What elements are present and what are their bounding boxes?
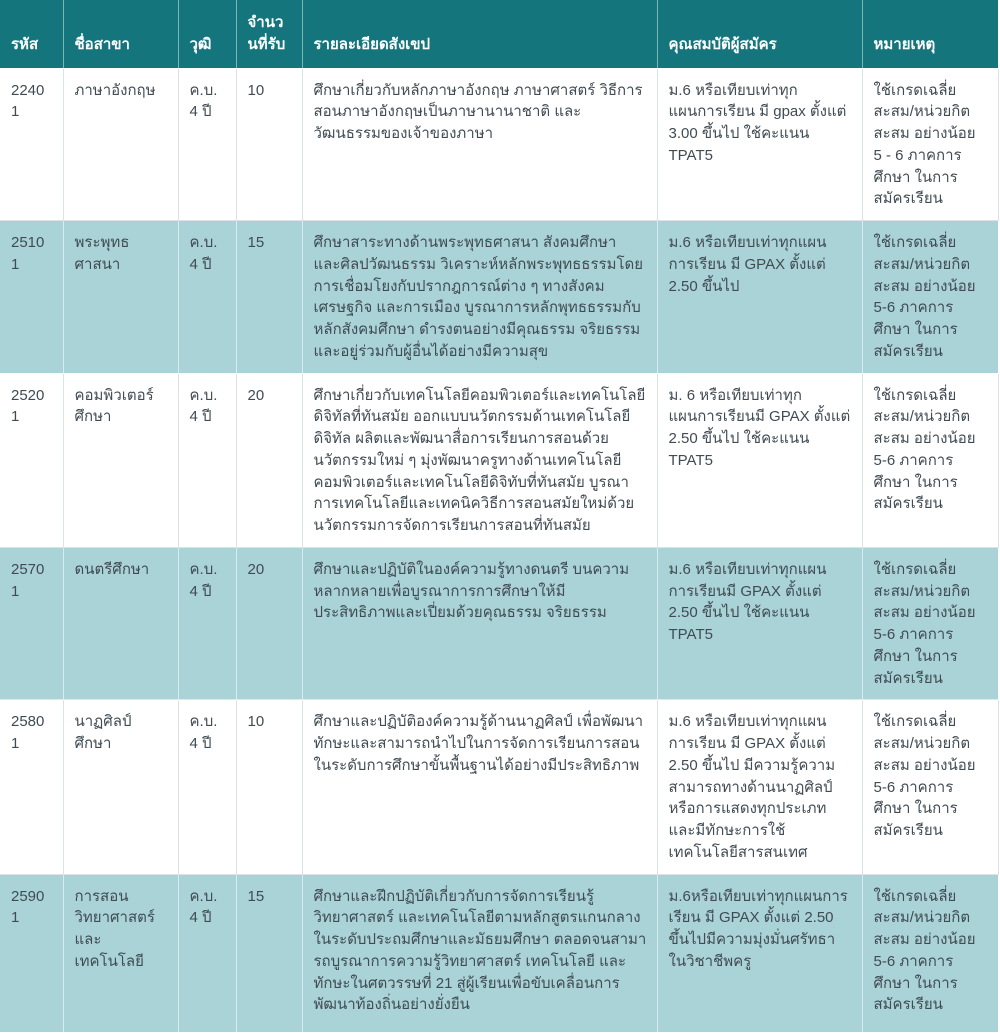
cell-code: 25701 bbox=[0, 547, 63, 700]
table-row bbox=[0, 373, 998, 547]
table-body bbox=[0, 68, 998, 1032]
cell-code: 25901 bbox=[0, 874, 63, 1032]
col-header-code: รหัส bbox=[0, 0, 63, 68]
cell-qualification: ม.6 หรือเทียบเท่าทุกแผนการเรียน มี gpax ตั้งแต่ 3.00 ขึ้นไป ใช้คะแนน TPAT5 bbox=[657, 68, 862, 221]
cell-code: 25801 bbox=[0, 700, 63, 874]
cell-qualification: ม.6 หรือเทียบเท่าทุกแผน การเรียน มี GPAX ตั้งแต่ 2.50 ขึ้นไป bbox=[657, 221, 862, 374]
cell-note: ใช้เกรดเฉลี่ยสะสม/หน่วยกิตสะสม อย่างน้อย 5-6 ภาคการศึกษา ในการสมัครเรียน bbox=[862, 874, 998, 1032]
table-row bbox=[0, 68, 998, 221]
header-row bbox=[0, 0, 998, 68]
cell-degree: ค.บ.4 ปี bbox=[178, 68, 236, 221]
cell-quota: 15 bbox=[236, 874, 302, 1032]
cell-note: ใช้เกรดเฉลี่ยสะสม/หน่วยกิตสะสม อย่างน้อย 5-6 ภาคการศึกษา ในการสมัครเรียน bbox=[862, 700, 998, 874]
cell-code: 25201 bbox=[0, 373, 63, 547]
cell-note: ใช้เกรดเฉลี่ยสะสม/หน่วยกิตสะสม อย่างน้อย 5-6 ภาคการศึกษา ในการสมัครเรียน bbox=[862, 547, 998, 700]
cell-details: ศึกษาสาระทางด้านพระพุทธศาสนา สังคมศึกษา และศิลปวัฒนธรรม วิเคราะห์หลักพระพุทธธรรมโดยการเชื่อมโยงกับปรากฎการณ์ต่าง ๆ ทางสังคม เศรษฐกิจ และการเมือง บูรณาการหลักพุทธธรรมกับหลักสังคมศึกษา ดำรงตนอย่างมีคุณธรรม จริยธรรม และอยู่ร่วมกับผู้อื่นได้อย่างมีความสุข bbox=[302, 221, 657, 374]
cell-code: 25101 bbox=[0, 221, 63, 374]
cell-name: ดนตรีศึกษา bbox=[63, 547, 178, 700]
cell-quota: 10 bbox=[236, 700, 302, 874]
cell-details: ศึกษาและปฏิบัติองค์ความรู้ด้านนาฏศิลป์ เพื่อพัฒนาทักษะและสามารถนำไปในการจัดการเรียนการสอนในระดับการศึกษาขั้นพื้นฐานได้อย่างมีประสิทธิภาพ bbox=[302, 700, 657, 874]
cell-degree: ค.บ.4 ปี bbox=[178, 700, 236, 874]
cell-qualification: ม.6 หรือเทียบเท่าทุกแผน การเรียนมี GPAX ตั้งแต่ 2.50 ขึ้นไป ใช้คะแนน TPAT5 bbox=[657, 547, 862, 700]
cell-name: การสอนวิทยาศาสตร์และเทคโนโลยี bbox=[63, 874, 178, 1032]
table-header bbox=[0, 0, 998, 68]
cell-details: ศึกษาเกี่ยวกับเทคโนโลยีคอมพิวเตอร์และเทคโนโลยีดิจิทัลที่ทันสมัย ออกแบบนวัตกรรมด้านเทคโนโลยีดิจิทัล ผลิตและพัฒนาสื่อการเรียนการสอนด้วยนวัตกรรมใหม่ ๆ มุ่งพัฒนาครูทางด้านเทคโนโลยีคอมพิวเตอร์และเทคโนโลยีดิจิทับที่ทันสมัย บูรณาการเทคโนโลยีและเทคนิควิธีการสอนสมัยใหม่ด้วยนวัตกรรมการจัดการเรียนการสอนที่ทันสมัย bbox=[302, 373, 657, 547]
table-row bbox=[0, 221, 998, 374]
cell-qualification: ม.6 หรือเทียบเท่าทุกแผน การเรียน มี GPAX ตั้งแต่ 2.50 ขึ้นไป มีความรู้ความสามารถทางด้านนาฏศิลป์หรือการแสดงทุกประเภทและมีทักษะการใช้เทคโนโลยีสารสนเทศ bbox=[657, 700, 862, 874]
cell-note: ใช้เกรดเฉลี่ยสะสม/หน่วยกิตสะสม อย่างน้อย 5-6 ภาคการศึกษา ในการสมัครเรียน bbox=[862, 373, 998, 547]
cell-degree: ค.บ.4 ปี bbox=[178, 221, 236, 374]
cell-note: ใช้เกรดเฉลี่ยสะสม/หน่วยกิตสะสม อย่างน้อย 5-6 ภาคการศึกษา ในการสมัครเรียน bbox=[862, 221, 998, 374]
cell-degree: ค.บ.4 ปี bbox=[178, 874, 236, 1032]
col-header-qualification: คุณสมบัติผู้สมัคร bbox=[657, 0, 862, 68]
cell-name: พระพุทธศาสนา bbox=[63, 221, 178, 374]
col-header-quota: จำนวนที่รับ bbox=[236, 0, 302, 68]
cell-quota: 20 bbox=[236, 373, 302, 547]
col-header-details: รายละเอียดสังเขป bbox=[302, 0, 657, 68]
col-header-note: หมายเหตุ bbox=[862, 0, 998, 68]
cell-name: นาฏศิลป์ศึกษา bbox=[63, 700, 178, 874]
cell-degree: ค.บ.4 ปี bbox=[178, 373, 236, 547]
table-row bbox=[0, 700, 998, 874]
table-row bbox=[0, 874, 998, 1032]
cell-degree: ค.บ.4 ปี bbox=[178, 547, 236, 700]
col-header-degree: วุฒิ bbox=[178, 0, 236, 68]
cell-quota: 15 bbox=[236, 221, 302, 374]
cell-code: 22401 bbox=[0, 68, 63, 221]
cell-quota: 20 bbox=[236, 547, 302, 700]
cell-qualification: ม. 6 หรือเทียบเท่าทุกแผนการเรียนมี GPAX ตั้งแต่ 2.50 ขึ้นไป ใช้คะแนน TPAT5 bbox=[657, 373, 862, 547]
cell-qualification: ม.6หรือเทียบเท่าทุกแผนการเรียน มี GPAX ตั้งแต่ 2.50 ขึ้นไปมีความมุ่งมั่นศรัทธาในวิชาชีพครู bbox=[657, 874, 862, 1032]
cell-note: ใช้เกรดเฉลี่ยสะสม/หน่วยกิตสะสม อย่างน้อย 5 - 6 ภาคการศึกษา ในการสมัครเรียน bbox=[862, 68, 998, 221]
cell-details: ศึกษาเกี่ยวกับหลักภาษาอังกฤษ ภาษาศาสตร์ วิธีการสอนภาษาอังกฤษเป็นภาษานานาชาติ และวัฒนธรรมของเจ้าของภาษา bbox=[302, 68, 657, 221]
table-row bbox=[0, 547, 998, 700]
cell-name: ภาษาอังกฤษ bbox=[63, 68, 178, 221]
cell-details: ศึกษาและฝึกปฏิบัติเกี่ยวกับการจัดการเรียนรู้วิทยาศาสตร์ และเทคโนโลยีตามหลักสูตรแกนกลาง ในระดับประถมศึกษาและมัธยมศึกษา ตลอดจนสามารถบูรณาการความรู้วิทยาศาสตร์ เทคโนโลยี และทักษะในศตวรรษที่ 21 สู่ผู้เรียนเพื่อขับเคลื่อนการพัฒนาท้องถิ่นอย่างยั่งยืน bbox=[302, 874, 657, 1032]
cell-details: ศึกษาและปฏิบัติในองค์ความรู้ทางดนตรี บนความหลากหลายเพื่อบูรณาการการศึกษาให้มีประสิทธิภาพและเปี่ยมด้วยคุณธรรม จริยธรรม bbox=[302, 547, 657, 700]
col-header-name: ชื่อสาขา bbox=[63, 0, 178, 68]
cell-name: คอมพิวเตอร์ศึกษา bbox=[63, 373, 178, 547]
cell-quota: 10 bbox=[236, 68, 302, 221]
